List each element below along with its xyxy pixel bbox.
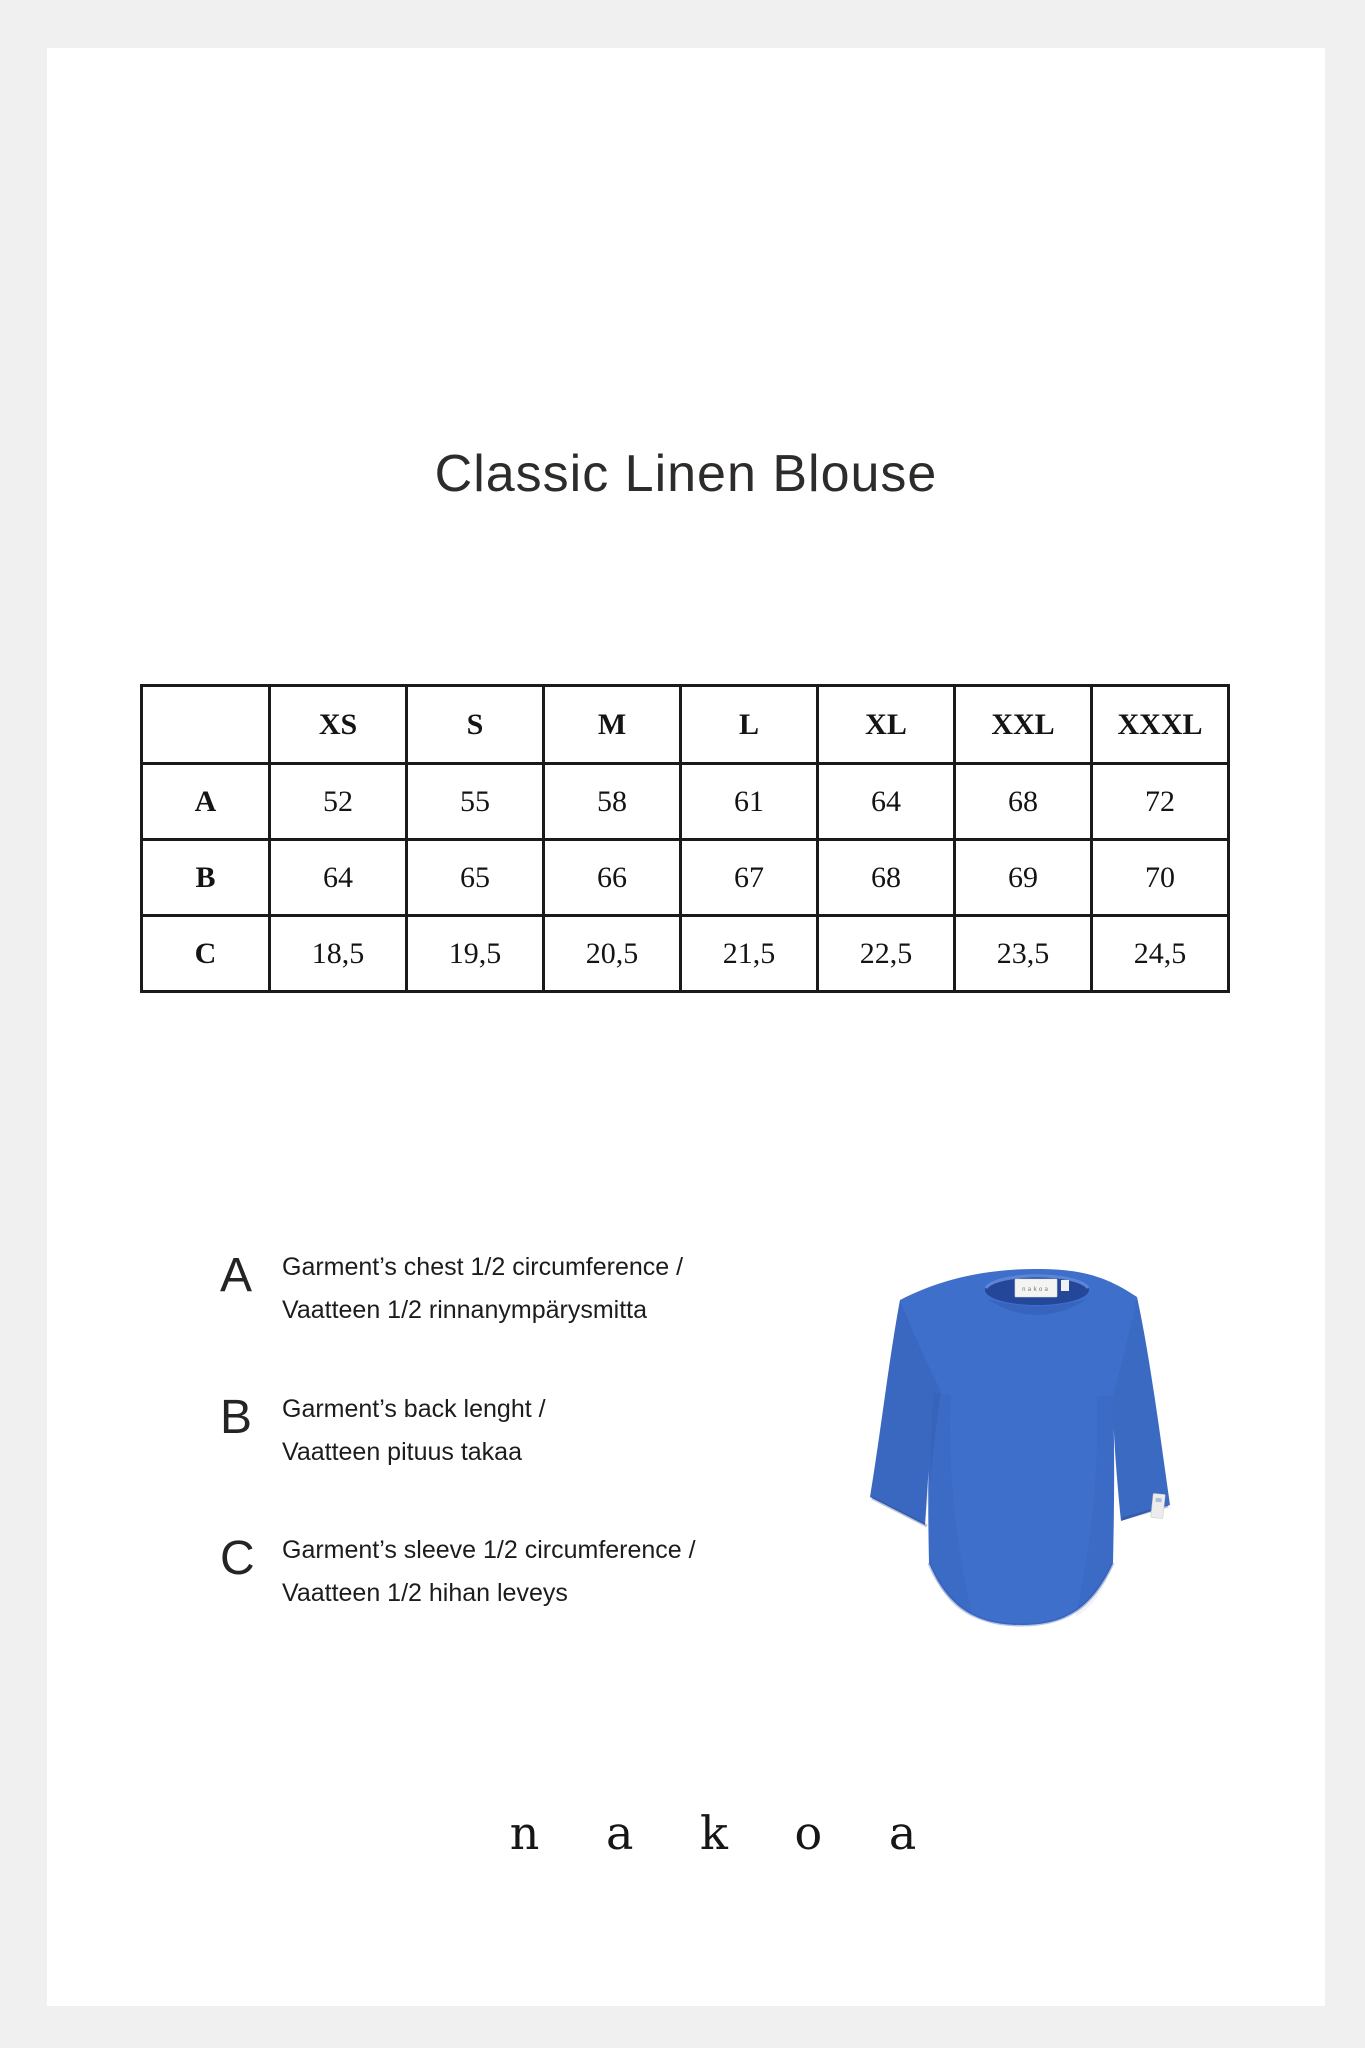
sleeve-tag — [1151, 1493, 1165, 1518]
size-col-header-m: M — [544, 686, 681, 764]
value-cell: 24,5 — [1092, 916, 1229, 992]
legend-text-c-line2: Vaatteen 1/2 hihan leveys — [282, 1579, 568, 1607]
value-cell: 68 — [818, 840, 955, 916]
value-cell: 58 — [544, 764, 681, 840]
size-col-header-xxl: XXL — [955, 686, 1092, 764]
legend-item-a — [220, 1246, 683, 1332]
value-cell: 64 — [818, 764, 955, 840]
value-cell: 61 — [681, 764, 818, 840]
table-row-c — [142, 916, 1229, 992]
neck-size-tab — [1061, 1280, 1069, 1291]
value-cell: 55 — [407, 764, 544, 840]
value-cell: 22,5 — [818, 916, 955, 992]
legend-item-c — [220, 1529, 696, 1615]
legend-text-c — [282, 1529, 696, 1615]
neck-label-text: nakoa — [1021, 1286, 1051, 1293]
value-cell: 69 — [955, 840, 1092, 916]
size-col-header-l: L — [681, 686, 818, 764]
value-cell: 65 — [407, 840, 544, 916]
size-col-header-s: S — [407, 686, 544, 764]
corner-cell — [142, 686, 270, 764]
value-cell: 20,5 — [544, 916, 681, 992]
legend-item-b — [220, 1388, 546, 1474]
size-chart-header-row — [142, 686, 1229, 764]
legend-text-b-line1: Garment’s back lenght / — [282, 1395, 546, 1423]
legend-text-c-line1: Garment’s sleeve 1/2 circumference / — [282, 1536, 696, 1564]
value-cell: 68 — [955, 764, 1092, 840]
value-cell: 19,5 — [407, 916, 544, 992]
brand-wordmark: n a k o a — [509, 1806, 943, 1860]
product-photo-blouse — [855, 1245, 1215, 1645]
page-title: Classic Linen Blouse — [434, 445, 938, 503]
size-col-header-xl: XL — [818, 686, 955, 764]
size-col-header-xs: XS — [270, 686, 407, 764]
legend-key-a: A — [220, 1249, 253, 1302]
value-cell: 52 — [270, 764, 407, 840]
legend-text-a — [282, 1246, 683, 1332]
row-label-c: C — [142, 916, 270, 992]
legend-text-b — [282, 1388, 546, 1474]
legend-text-b-line2: Vaatteen pituus takaa — [282, 1438, 522, 1466]
legend-key-c: C — [220, 1532, 255, 1585]
value-cell: 18,5 — [270, 916, 407, 992]
value-cell: 23,5 — [955, 916, 1092, 992]
legend-key-b: B — [220, 1391, 253, 1444]
size-col-header-xxxl: XXXL — [1092, 686, 1229, 764]
row-label-b: B — [142, 840, 270, 916]
table-row-b — [142, 840, 1229, 916]
value-cell: 70 — [1092, 840, 1229, 916]
value-cell: 66 — [544, 840, 681, 916]
value-cell: 67 — [681, 840, 818, 916]
value-cell: 64 — [270, 840, 407, 916]
value-cell: 21,5 — [681, 916, 818, 992]
size-chart-table — [140, 684, 1230, 993]
legend-text-a-line1: Garment’s chest 1/2 circumference / — [282, 1253, 684, 1281]
sheet — [47, 48, 1325, 2006]
value-cell: 72 — [1092, 764, 1229, 840]
legend-text-a-line2: Vaatteen 1/2 rinnanympärysmitta — [282, 1296, 648, 1324]
row-label-a: A — [142, 764, 270, 840]
table-row-a — [142, 764, 1229, 840]
